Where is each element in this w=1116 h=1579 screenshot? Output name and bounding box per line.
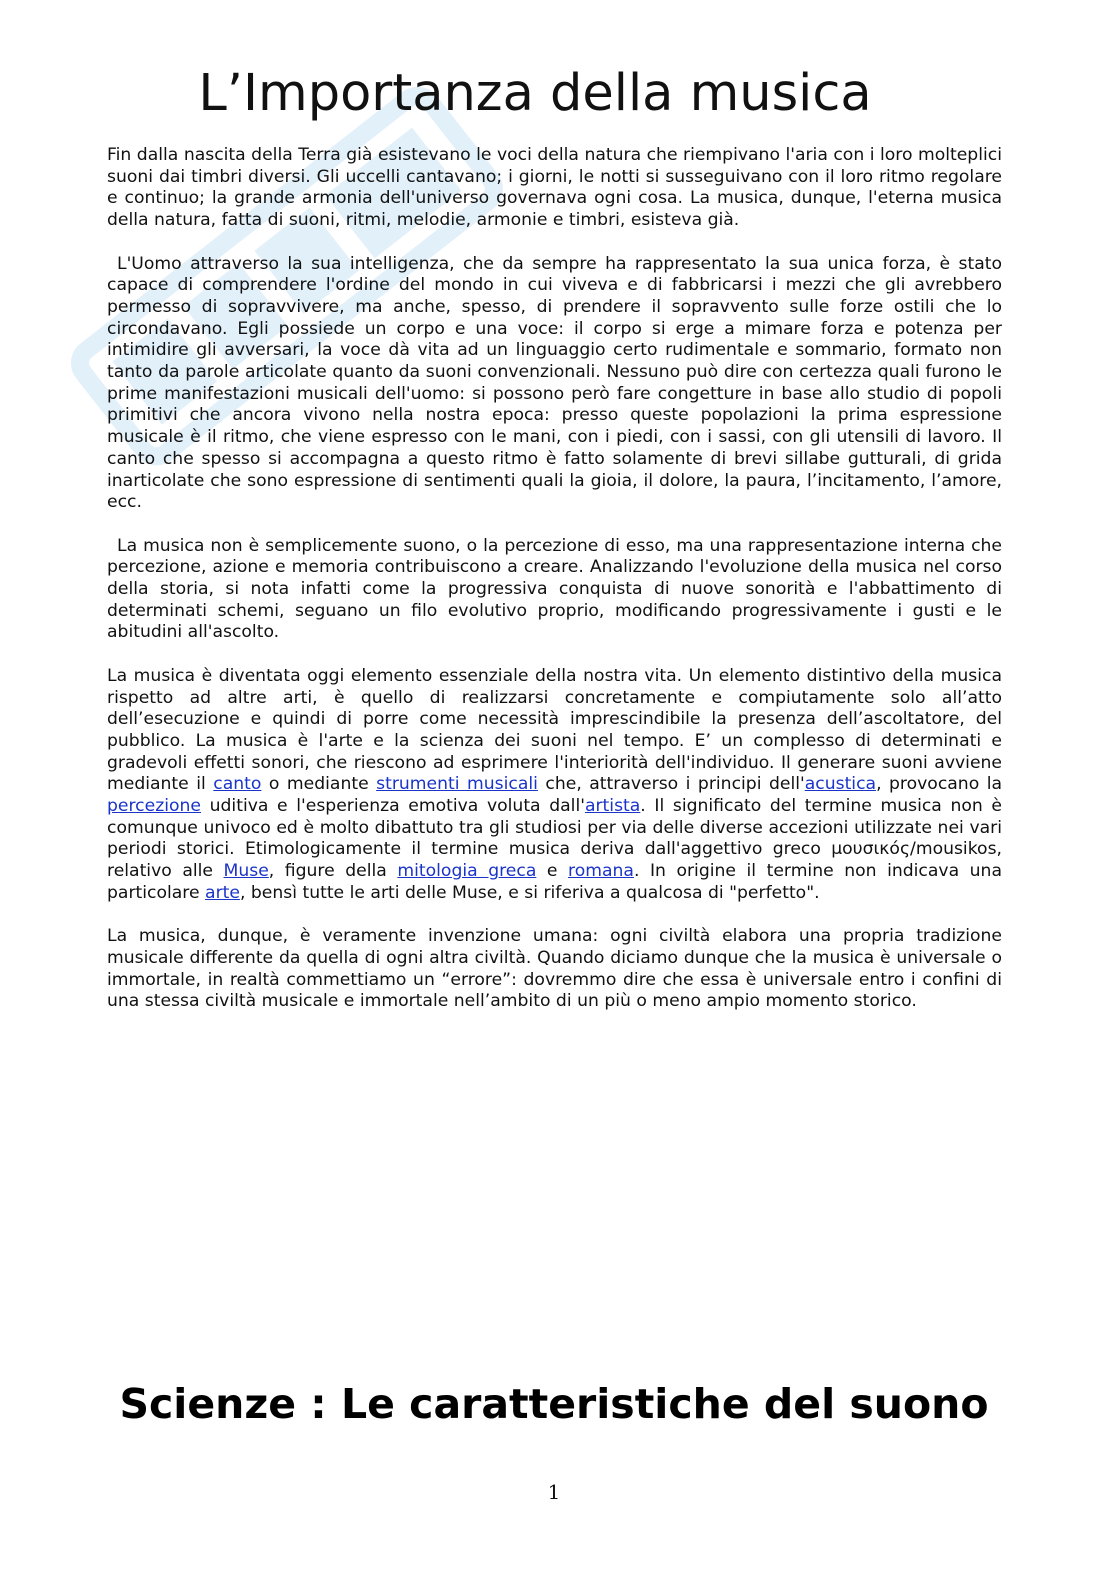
link-arte[interactable]: arte xyxy=(205,882,240,903)
paragraph-4-text-6: . Il significato del termine musica non è comunque univoco ed è molto dibattuto tra gli studiosi per via delle diverse accezioni utilizzate nei vari periodi storici. Etimologicamente il termine musica deriva dall'aggettivo greco μουσικός/mousikos, relativo alle xyxy=(107,796,1002,882)
paragraph-4-text-7: , figure della xyxy=(268,861,398,882)
document-body xyxy=(107,145,1002,1035)
paragraph-1: Fin dalla nascita della Terra già esistevano le voci della natura che riempivano l'aria con i loro molteplici suoni dai timbri diversi. Gli uccelli cantavano; i giorni, le notti si susseguivano con il loro ritmo regolare e continuo; la grande armonia dell'universo governava ogni cosa. La musica, dunque, l'eterna musica della natura, fatta di suoni, ritmi, melodie, armonie e timbri, esisteva già. xyxy=(107,145,1002,231)
paragraph-2: L'Uomo attraverso la sua intelligenza, che da sempre ha rappresentato la sua unica forza, è stato capace di comprendere l'ordine del mondo in cui viveva e di fabbricarsi i mezzi che gli avrebbero permesso di sopravvivere, ma anche, spesso, di prendere il sopravvento sulle forze ostili che lo circondavano. Egli possiede un corpo e una voce: il corpo si erge a mimare forza e potenza per intimidire gli avversari, la voce dà vita ad un linguaggio certo rudimentale e sommario, formato non tanto da parole articolate quanto da suoni convenzionali. Nessuno può dire con certezza quali furono le prime manifestazioni musicali dell'uomo: si possono però fare congetture in base allo studio di popoli primitivi che ancora vivono nella nostra epoca: presso queste popolazioni la prima espressione musicale è il ritmo, che viene espresso con le mani, con i piedi, con i sassi, con gli utensili di lavoro. Il canto che spesso si accompagna a questo ritmo è fatto solamente di brevi sillabe gutturali, di grida inarticolate che sono espressione di sentimenti quali la gioia, il dolore, la paura, l’incitamento, l’amore, ecc. xyxy=(107,253,1002,513)
link-canto[interactable]: canto xyxy=(213,774,262,795)
paragraph-4-text-8: e xyxy=(536,861,569,882)
paragraph-4-text-9: . In origine il termine non indicava una particolare xyxy=(107,861,1002,903)
link-acustica[interactable]: acustica xyxy=(804,774,877,795)
paragraph-4 xyxy=(107,666,1002,905)
paragraph-4-text-3: che, attraverso i principi dell' xyxy=(537,774,805,795)
link-artista[interactable]: artista xyxy=(584,796,641,817)
paragraph-4-text-1: La musica è diventata oggi elemento essenziale della nostra vita. Un elemento distintivo della musica rispetto ad altre arti, è quello di realizzarsi concretamente e compiutamente solo all’atto dell’esecuzione e quindi di porre come necessità imprescindibile la presenza dell’ascoltatore, del pubblico. La musica è l'arte e la scienza dei suoni nel tempo. E’ un complesso di determinati e gradevoli effetti sonori, che riescono ad esprimere l'interiorità dell'individuo. Il generare suoni avviene mediante il xyxy=(107,665,1002,795)
page-title: L’Importanza della musica xyxy=(198,64,872,123)
paragraph-4-text-5: uditiva e l'esperienza emotiva voluta dall' xyxy=(200,796,585,817)
link-percezione[interactable]: percezione xyxy=(107,796,201,817)
page-number: 1 xyxy=(547,1480,561,1504)
paragraph-5: La musica, dunque, è veramente invenzione umana: ogni civiltà elabora una propria tradizione musicale differente da quella di ogni altra civiltà. Quando diciamo dunque che la musica è universale o immortale, in realtà commettiamo un “errore”: dovremmo dire che essa è universale entro i confini di una stessa civiltà musicale e immortale nell’ambito di un più o meno ampio momento storico. xyxy=(107,926,1002,1012)
link-strumenti-musicali[interactable]: strumenti musicali xyxy=(376,774,538,795)
paragraph-4-text-4: , provocano la xyxy=(876,774,1003,795)
section-heading: Scienze : Le caratteristiche del suono xyxy=(119,1380,989,1428)
link-romana[interactable]: romana xyxy=(568,861,634,882)
paragraph-4-text-10: , bensì tutte le arti delle Muse, e si riferiva a qualcosa di "perfetto". xyxy=(239,882,820,903)
paragraph-4-text-2: o mediante xyxy=(261,774,377,795)
link-mitologia-greca[interactable]: mitologia greca xyxy=(397,861,537,882)
link-muse[interactable]: Muse xyxy=(223,861,269,882)
paragraph-3: La musica non è semplicemente suono, o la percezione di esso, ma una rappresentazione interna che percezione, azione e memoria contribuiscono a creare. Analizzando l'evoluzione della musica nel corso della storia, si nota infatti come la progressiva conquista di nuove sonorità e l'abbattimento di determinati schemi, seguano un filo evolutivo proprio, modificando progressivamente i gusti e le abitudini all'ascolto. xyxy=(107,535,1002,643)
